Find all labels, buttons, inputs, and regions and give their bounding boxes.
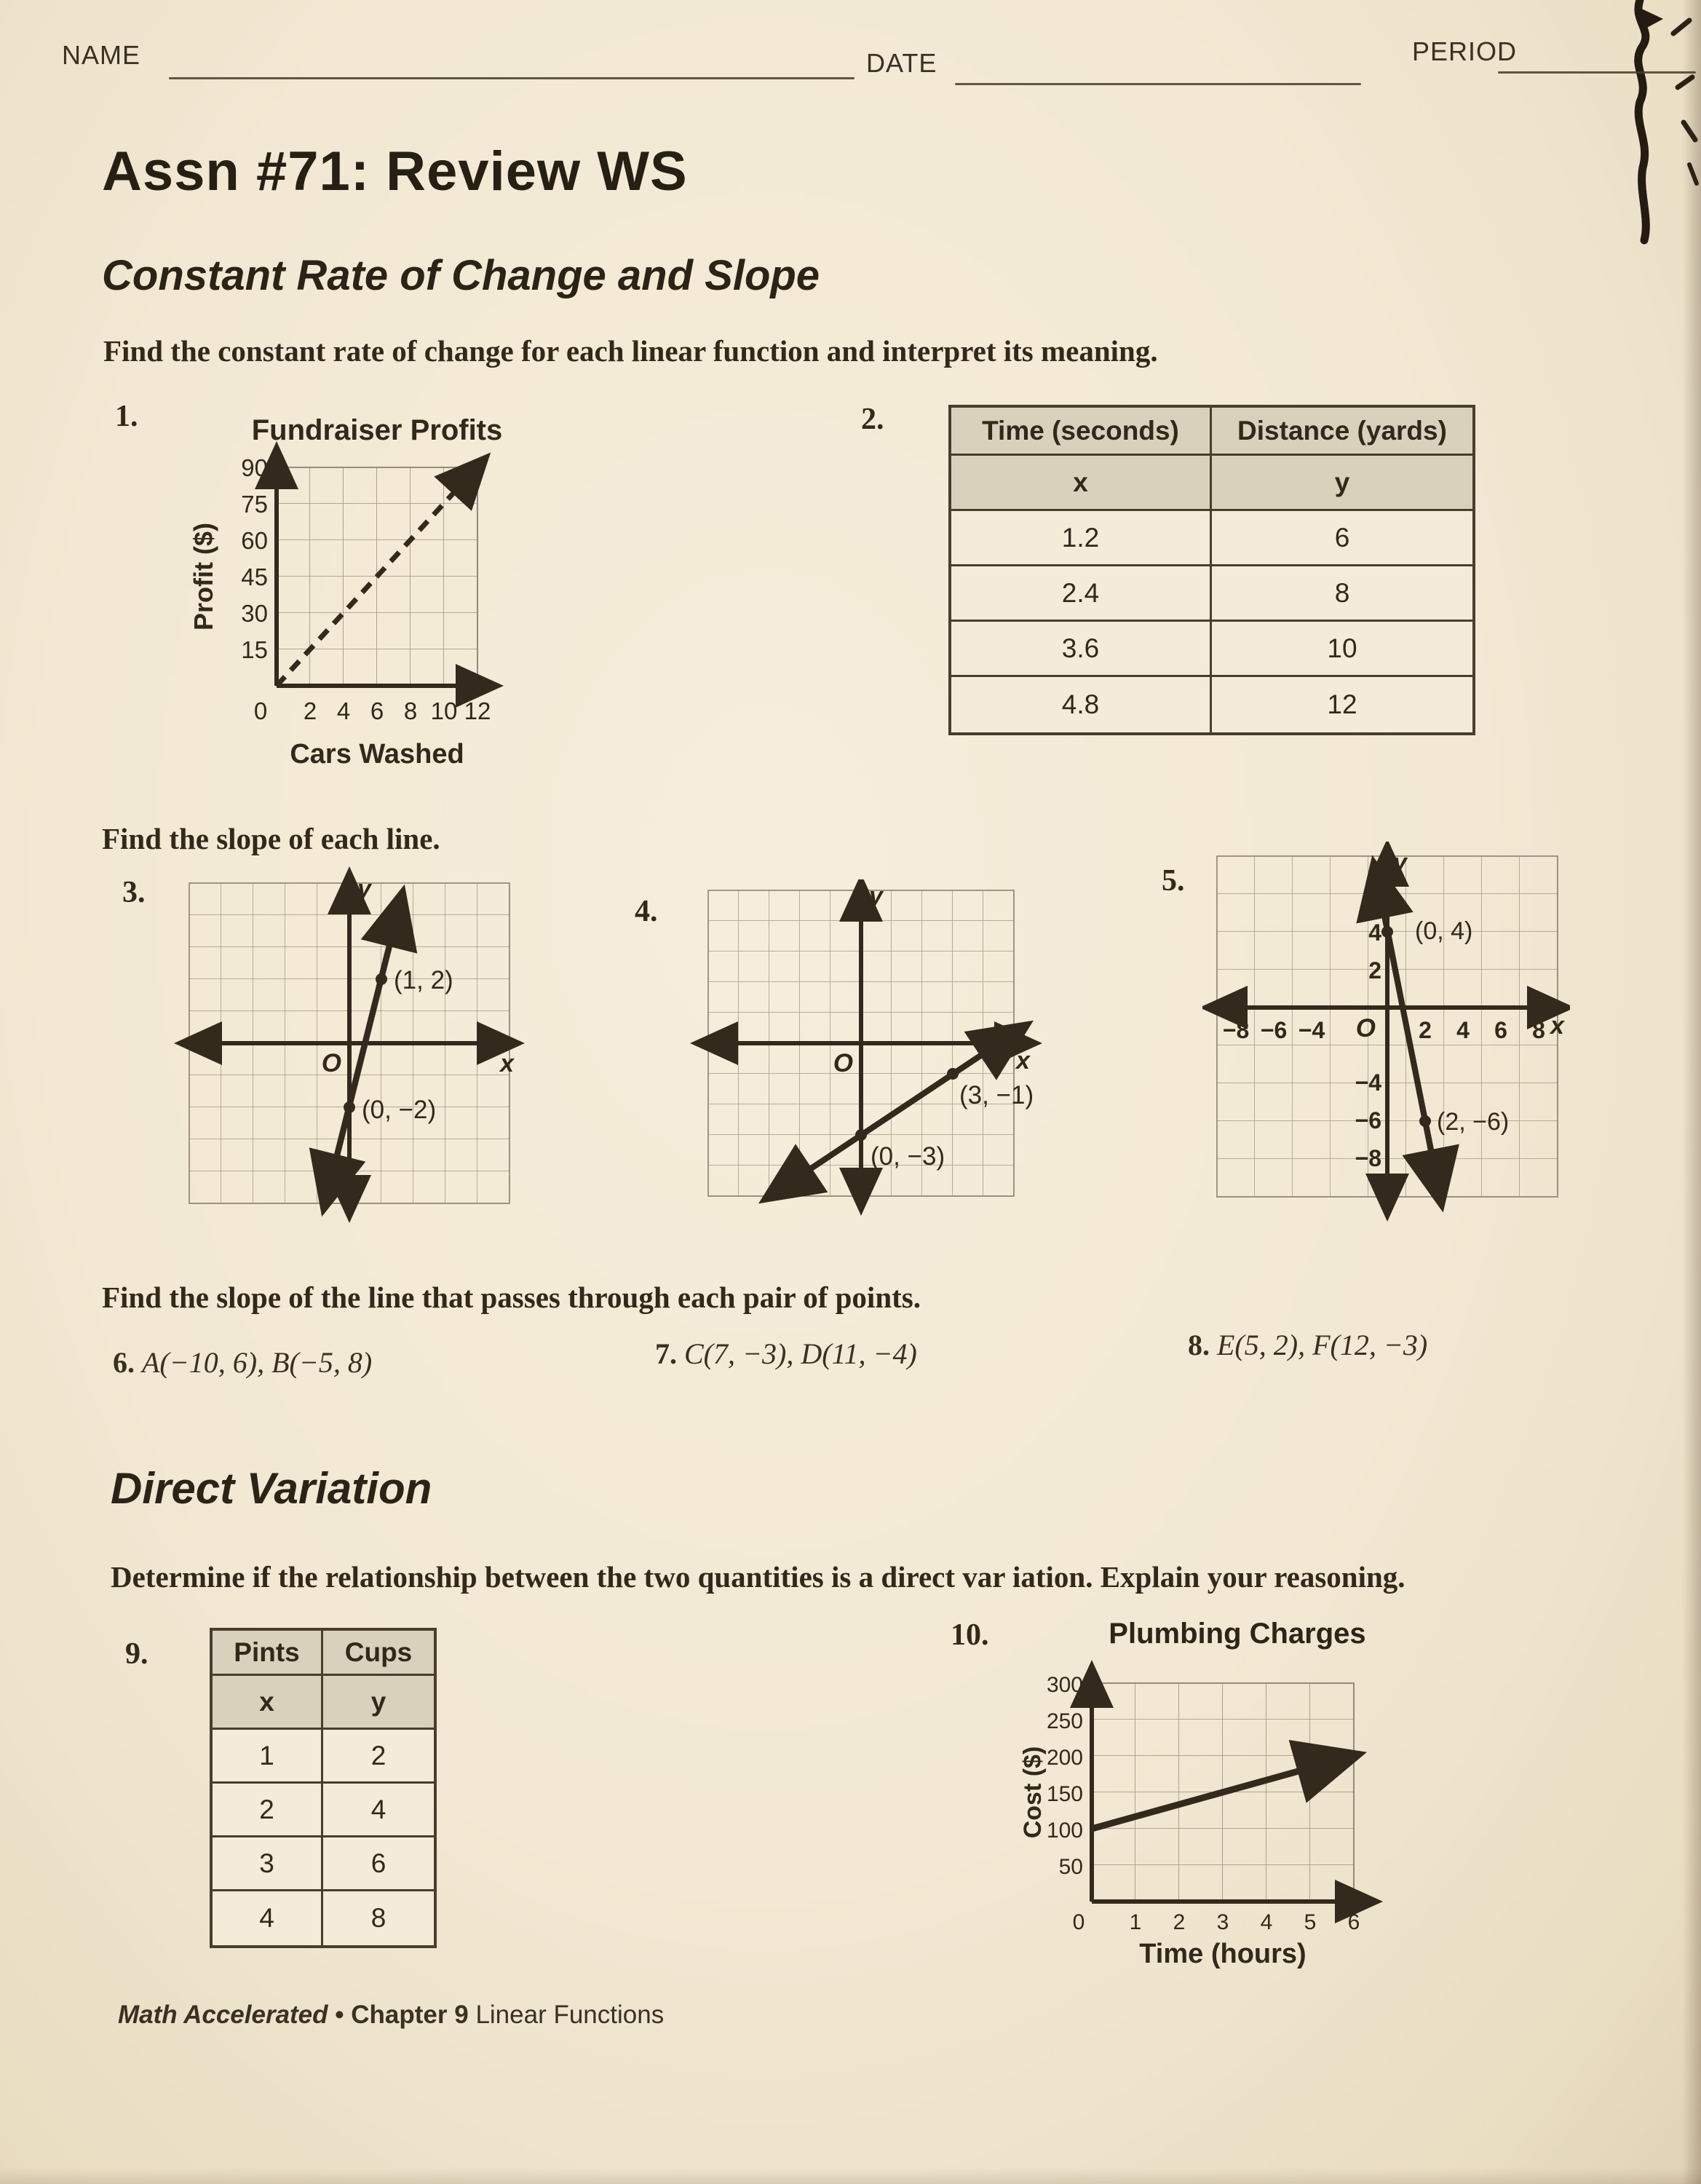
instruction-rate-of-change: Find the constant rate of change for each linear function and interpret its meaning. bbox=[103, 334, 1158, 368]
x-tick: 4 bbox=[336, 697, 351, 724]
y-tick: 2 bbox=[1368, 957, 1381, 984]
problem-1-number: 1. bbox=[115, 400, 138, 433]
column-header: Time (seconds) bbox=[951, 408, 1212, 456]
name-label: NAME bbox=[62, 40, 141, 70]
table-row bbox=[213, 1730, 434, 1784]
y-tick: −4 bbox=[1355, 1069, 1381, 1096]
x-tick: 0 bbox=[1072, 1910, 1085, 1934]
instruction-slope-of-line: Find the slope of each line. bbox=[102, 822, 440, 855]
pints-cups-table bbox=[210, 1628, 437, 1948]
y-tick: 75 bbox=[241, 491, 268, 518]
y-axis-label: Cost ($) bbox=[1019, 1746, 1047, 1839]
table-cell: 4 bbox=[323, 1784, 434, 1837]
x-tick: 2 bbox=[1173, 1910, 1186, 1934]
paper-edge-shadow-right bbox=[1682, 0, 1701, 2184]
x-tick: 3 bbox=[1216, 1910, 1229, 1934]
problem-8-points: E(5, 2), F(12, −3) bbox=[1217, 1329, 1428, 1361]
x-tick: −6 bbox=[1260, 1017, 1288, 1043]
problem-10-number: 10. bbox=[951, 1618, 989, 1652]
x-axis-letter: x bbox=[1016, 1047, 1030, 1075]
origin-label: O bbox=[833, 1049, 853, 1077]
date-blank-line bbox=[955, 83, 1361, 85]
problem-4-number: 4. bbox=[635, 895, 658, 928]
y-tick: 4 bbox=[1368, 919, 1381, 946]
problem-8-number: 8. bbox=[1188, 1329, 1210, 1361]
y-tick: 150 bbox=[1046, 1782, 1083, 1806]
y-tick: 100 bbox=[1046, 1819, 1083, 1843]
x-tick: 6 bbox=[1494, 1017, 1507, 1043]
problem-2-number: 2. bbox=[861, 403, 884, 436]
y-axis-letter: y bbox=[1393, 849, 1407, 877]
problem-5-number: 5. bbox=[1162, 864, 1185, 898]
table-row bbox=[213, 1891, 434, 1945]
var-header: x bbox=[951, 456, 1212, 511]
column-header: Distance (yards) bbox=[1212, 408, 1472, 456]
table-cell: 8 bbox=[370, 1903, 386, 1933]
problem-3-number: 3. bbox=[122, 876, 146, 909]
table-row bbox=[951, 566, 1472, 622]
y-tick: −8 bbox=[1355, 1145, 1381, 1171]
y-tick: 90 bbox=[241, 454, 268, 481]
problem-6-number: 6. bbox=[113, 1346, 135, 1379]
x-axis-letter: x bbox=[500, 1050, 514, 1077]
instruction-slope-pairs: Find the slope of the line that passes through each pair of points. bbox=[102, 1281, 921, 1314]
table-cell: 3 bbox=[213, 1837, 323, 1891]
fundraiser-profits-graph bbox=[167, 402, 531, 788]
table-row bbox=[213, 1784, 434, 1837]
graph-title: Fundraiser Profits bbox=[251, 414, 503, 446]
problem-3-graph bbox=[171, 865, 528, 1229]
paper-edge-shadow-bottom bbox=[0, 2168, 1701, 2184]
var-header: y bbox=[323, 1676, 434, 1730]
table-cell: 1 bbox=[213, 1730, 323, 1784]
problem-6-points: A(−10, 6), B(−5, 8) bbox=[142, 1346, 373, 1379]
plumbing-charges-title: Plumbing Charges bbox=[1109, 1618, 1366, 1650]
table-cell: 3.6 bbox=[951, 622, 1212, 677]
direct-variation-heading: Direct Variation bbox=[111, 1464, 432, 1513]
y-axis-letter: y bbox=[869, 882, 883, 910]
problem-7-number: 7. bbox=[655, 1337, 677, 1370]
y-tick: 60 bbox=[241, 527, 268, 554]
y-tick: 30 bbox=[241, 600, 268, 627]
x-tick: 8 bbox=[1532, 1017, 1545, 1043]
table-cell: 12 bbox=[1327, 689, 1357, 719]
y-tick: 15 bbox=[241, 636, 268, 663]
table-row bbox=[951, 677, 1472, 732]
table-cell: 6 bbox=[1212, 511, 1472, 566]
name-blank-line bbox=[169, 77, 855, 79]
var-header: y bbox=[1212, 456, 1472, 511]
date-label: DATE bbox=[866, 48, 937, 78]
problem-7 bbox=[655, 1337, 917, 1371]
y-tick: 45 bbox=[241, 563, 268, 590]
point-label: (0, 4) bbox=[1415, 917, 1473, 945]
table-row bbox=[213, 1837, 434, 1891]
x-tick: 8 bbox=[403, 697, 418, 724]
problem-6 bbox=[113, 1345, 372, 1380]
var-header: x bbox=[213, 1676, 323, 1730]
point-label: (0, −2) bbox=[362, 1096, 437, 1124]
x-tick: 4 bbox=[1260, 1910, 1273, 1934]
time-distance-table bbox=[948, 405, 1475, 735]
origin-label: O bbox=[1355, 1014, 1376, 1042]
table-cell: 10 bbox=[1212, 622, 1472, 677]
x-tick: 6 bbox=[1347, 1910, 1360, 1934]
footer-series: Math Accelerated bbox=[118, 2001, 328, 2029]
y-tick: 300 bbox=[1046, 1673, 1083, 1697]
table-cell: 2 bbox=[213, 1784, 323, 1837]
y-axis-label: Profit ($) bbox=[189, 523, 218, 630]
x-tick: 4 bbox=[1456, 1017, 1470, 1043]
footer-chapter: Chapter 9 bbox=[351, 2001, 469, 2029]
table-cell: 1.2 bbox=[951, 511, 1212, 566]
problem-9-number: 9. bbox=[125, 1637, 148, 1671]
y-tick: 250 bbox=[1046, 1709, 1083, 1733]
problem-7-points: C(7, −3), D(11, −4) bbox=[684, 1337, 917, 1370]
pen-doodle bbox=[1512, 0, 1701, 262]
y-axis-letter: y bbox=[357, 875, 371, 903]
x-tick: 2 bbox=[1419, 1017, 1432, 1043]
table-row bbox=[951, 622, 1472, 677]
table-cell: 2.4 bbox=[951, 566, 1212, 622]
period-label: PERIOD bbox=[1412, 36, 1518, 66]
origin-tick: 0 bbox=[253, 697, 268, 724]
y-tick: 200 bbox=[1046, 1746, 1083, 1770]
column-header: Cups bbox=[323, 1631, 434, 1676]
point-label: (0, −3) bbox=[871, 1142, 945, 1171]
x-tick: 1 bbox=[1129, 1910, 1142, 1934]
x-axis-letter: x bbox=[1550, 1012, 1564, 1040]
table-cell: 6 bbox=[323, 1837, 434, 1891]
footer-bullet: • bbox=[335, 2001, 344, 2029]
y-tick: −6 bbox=[1355, 1107, 1381, 1133]
x-tick: −8 bbox=[1222, 1017, 1250, 1043]
x-tick: 2 bbox=[303, 697, 317, 724]
problem-5-graph bbox=[1202, 842, 1570, 1227]
problem-8 bbox=[1188, 1328, 1427, 1362]
page-subtitle: Constant Rate of Change and Slope bbox=[102, 252, 820, 299]
x-tick: 10 bbox=[430, 697, 458, 724]
instruction-direct-variation: Determine if the relationship between the two quantities is a direct var iation. Explain your reasoning. bbox=[111, 1560, 1405, 1594]
x-tick: 5 bbox=[1304, 1910, 1317, 1934]
point-label: (1, 2) bbox=[394, 966, 453, 994]
x-tick: 12 bbox=[464, 697, 491, 724]
table-cell: 2 bbox=[323, 1730, 434, 1784]
table-cell: 4 bbox=[213, 1891, 323, 1945]
origin-label: O bbox=[321, 1049, 341, 1077]
table-cell: 4.8 bbox=[951, 677, 1212, 732]
problem-4-graph bbox=[690, 879, 1054, 1222]
x-axis-label: Time (hours) bbox=[1139, 1939, 1307, 1969]
x-tick: 6 bbox=[370, 697, 384, 724]
period-blank-line bbox=[1498, 71, 1696, 74]
table-cell: 8 bbox=[1212, 566, 1472, 622]
point-label: (2, −6) bbox=[1437, 1108, 1510, 1136]
x-axis-label: Cars Washed bbox=[290, 739, 464, 769]
footer-topic: Linear Functions bbox=[475, 2001, 665, 2029]
plumbing-charges-graph bbox=[1012, 1654, 1419, 1974]
column-header: Pints bbox=[213, 1631, 323, 1676]
y-tick: 50 bbox=[1058, 1855, 1083, 1879]
footer-text bbox=[118, 2001, 664, 2030]
point-label: (3, −1) bbox=[959, 1081, 1034, 1109]
table-row bbox=[951, 511, 1472, 566]
x-tick: −4 bbox=[1298, 1017, 1325, 1043]
page-title: Assn #71: Review WS bbox=[102, 141, 688, 202]
